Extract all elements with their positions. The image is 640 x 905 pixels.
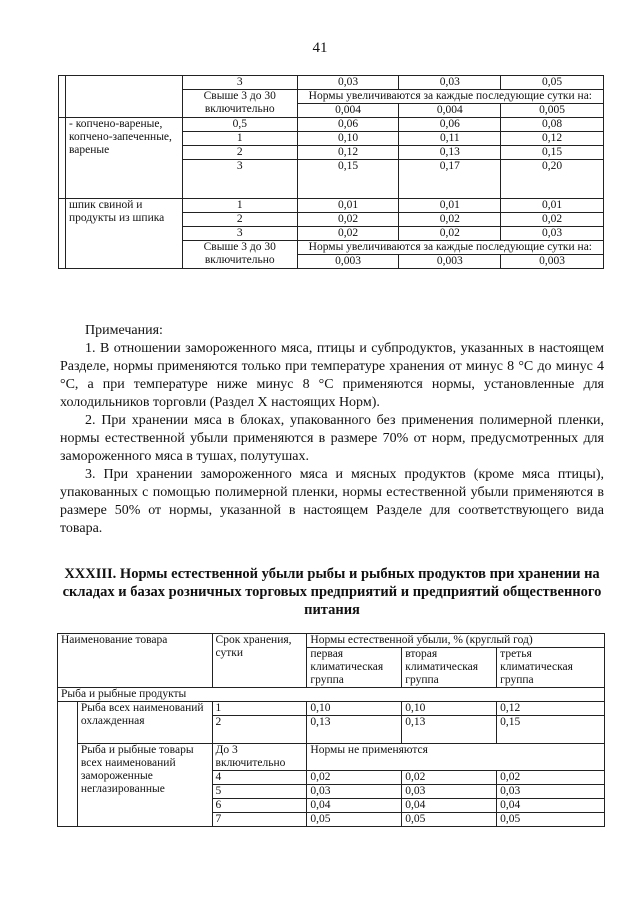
meat-loss-table-continued <box>58 75 604 269</box>
table-row: 5 0,03 0,03 0,03 <box>58 785 605 799</box>
table-row: 0,003 0,003 0,003 <box>59 255 604 269</box>
table-row: 6 0,04 0,04 0,04 <box>58 799 605 813</box>
product-label: - копчено-вареные, копчено-запеченные, вареные <box>66 118 183 199</box>
category-row: Рыба и рыбные продукты <box>58 688 605 702</box>
table-row: 2 0,13 0,13 0,15 <box>58 716 605 744</box>
table-header-row <box>58 634 605 648</box>
notes-section <box>60 322 604 538</box>
product-label: Рыба и рыбные товары всех наименований замороженные неглазированные <box>77 744 212 827</box>
product-label: Рыба всех наименований охлажденная <box>77 702 212 744</box>
table-row: - копчено-вареные, копчено-запеченные, вареные 0,5 0,06 0,06 0,08 <box>59 118 604 132</box>
table-row: 3 0,03 0,03 0,05 <box>59 76 604 90</box>
header-zone2: вторая климатическая группа <box>402 648 497 688</box>
header-norms: Нормы естественной убыли, % (круглый год) <box>307 634 605 648</box>
table-row: шпик свиной и продукты из шпика 1 0,01 0,01 0,01 <box>59 199 604 213</box>
fish-loss-table <box>57 633 605 827</box>
table-row: Свыше 3 до 30 включительно Нормы увеличиваются за каждые последующие сутки на: <box>59 90 604 104</box>
table-row: 2 0,12 0,13 0,15 <box>59 146 604 160</box>
note-item: 2. При хранении мяса в блоках, упакованного без применения полимерной пленки, нормы естественной убыли применяются в размере 70% от норм, предусмотренных для замороженного мяса в тушах, полутушах. <box>60 413 604 464</box>
header-term: Срок хранения, сутки <box>212 634 307 688</box>
table-row: 1 0,10 0,11 0,12 <box>59 132 604 146</box>
table-row: 3 0,15 0,17 0,20 <box>59 160 604 199</box>
table-row: 3 0,02 0,02 0,03 <box>59 227 604 241</box>
table-row: 2 0,02 0,02 0,02 <box>59 213 604 227</box>
note-item: 3. При хранении замороженного мяса и мясных продуктов (кроме мяса птицы), упакованных с помощью полимерной пленки, нормы естественной убыли применяются в размере 50% от нормы, указанной в настоящем Разделе для соответствующего вида товара. <box>60 467 604 536</box>
notes-title: Примечания: <box>85 323 163 338</box>
table-row: Рыба и рыбные товары всех наименований замороженные неглазированные До 3 включительно Нормы не применяются <box>58 744 605 771</box>
header-name: Наименование товара <box>58 634 213 688</box>
table-row: Свыше 3 до 30 включительно Нормы увеличиваются за каждые последующие сутки на: <box>59 241 604 255</box>
header-zone3: третья климатическая группа <box>497 648 605 688</box>
header-zone1: первая климатическая группа <box>307 648 402 688</box>
product-label: шпик свиной и продукты из шпика <box>66 199 183 269</box>
page-number: 41 <box>312 40 328 56</box>
section-heading: XXXIII. Нормы естественной убыли рыбы и рыбных продуктов при хранении на складах и базах розничных торговых предприятий и предприятий общественного питания <box>62 566 602 618</box>
table-row: 4 0,02 0,02 0,02 <box>58 771 605 785</box>
table-row: Рыба всех наименований охлажденная 1 0,10 0,10 0,12 <box>58 702 605 716</box>
table-row: 7 0,05 0,05 0,05 <box>58 813 605 827</box>
table-row: 0,004 0,004 0,005 <box>59 104 604 118</box>
note-item: 1. В отношении замороженного мяса, птицы и субпродуктов, указанных в настоящем Разделе, нормы применяются только при температуре хранения от минус 8 °С до минус 4 °С, а при температуре ниже минус 8 °С применяются нормы, установленные для холодильников торговли (Раздел X настоящих Норм). <box>60 341 604 410</box>
